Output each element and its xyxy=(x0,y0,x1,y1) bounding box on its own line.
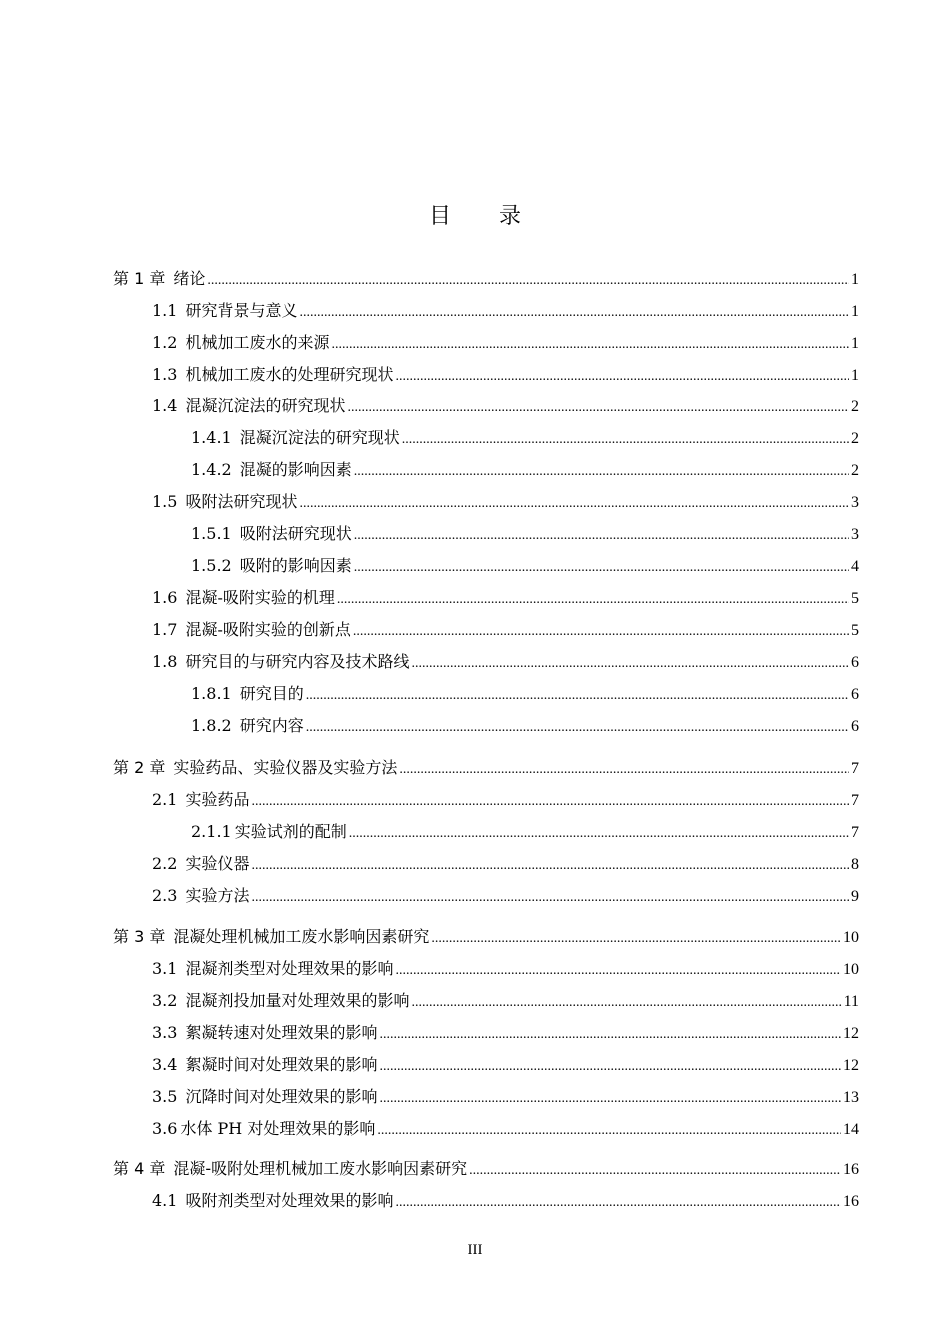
toc-section-entry[interactable] xyxy=(152,360,859,390)
toc-section-entry[interactable] xyxy=(152,583,859,613)
toc-leader-dots xyxy=(251,881,849,913)
toc-entry-title: 实验药品 xyxy=(185,790,250,809)
toc-entry-title: 实验仪器 xyxy=(185,854,250,873)
toc-entry-number: 4.1 xyxy=(152,1191,178,1210)
toc-leader-dots xyxy=(306,711,849,743)
toc-page-number: 4 xyxy=(851,558,859,575)
toc-entry-title: 实验方法 xyxy=(185,886,250,905)
toc-leader-dots xyxy=(207,264,849,296)
toc-entry-number: 1.1 xyxy=(152,301,178,320)
toc-section-entry[interactable] xyxy=(152,849,859,879)
toc-page-number: 11 xyxy=(843,993,859,1010)
toc-entry-title: 混凝沉淀法的研究现状 xyxy=(239,428,400,447)
toc-section-entry[interactable] xyxy=(152,647,859,677)
title-char-2: 录 xyxy=(499,204,522,229)
toc-page-number: 10 xyxy=(843,961,859,978)
toc-page-number: 12 xyxy=(843,1025,859,1042)
toc-entry-number: 1.4.2 xyxy=(191,460,232,479)
page-title xyxy=(0,199,950,230)
toc-entry-number: 第 3 章 xyxy=(113,927,166,946)
toc-section-entry[interactable] xyxy=(152,296,859,326)
toc-leader-dots xyxy=(251,785,849,817)
toc-leader-dots xyxy=(379,1018,841,1050)
toc-entry-title: 研究内容 xyxy=(239,716,304,735)
toc-entry-number: 2.3 xyxy=(152,886,178,905)
toc-page-number: 7 xyxy=(851,792,859,809)
toc-page-number: 3 xyxy=(851,494,859,511)
toc-page-number: 14 xyxy=(843,1121,859,1138)
toc-entry-number: 1.4.1 xyxy=(191,428,232,447)
toc-page-number: 16 xyxy=(843,1193,859,1210)
toc-leader-dots xyxy=(469,1154,841,1186)
toc-page-number: 2 xyxy=(851,462,859,479)
toc-entry-title: 絮凝时间对处理效果的影响 xyxy=(185,1055,378,1074)
toc-section-entry[interactable] xyxy=(152,785,859,815)
toc-section-entry[interactable] xyxy=(152,391,859,421)
toc-entry-number: 3.2 xyxy=(152,991,178,1010)
toc-entry-title: 实验药品、实验仪器及实验方法 xyxy=(173,758,398,777)
toc-chapter-entry[interactable] xyxy=(113,1154,859,1184)
toc-section-entry[interactable] xyxy=(152,1018,859,1048)
toc-entry-number: 1.4 xyxy=(152,396,178,415)
toc-leader-dots xyxy=(306,679,849,711)
toc-page-number: 5 xyxy=(851,622,859,639)
toc-entry-number: 2.1 xyxy=(152,790,178,809)
toc-entry-number: 3.3 xyxy=(152,1023,178,1042)
toc-section-entry[interactable] xyxy=(152,1114,859,1144)
toc-page-number: 13 xyxy=(843,1089,859,1106)
toc-page-number: 8 xyxy=(851,856,859,873)
toc-leader-dots xyxy=(399,753,849,785)
toc-page-number: 1 xyxy=(851,335,859,352)
toc-leader-dots xyxy=(411,647,849,679)
toc-leader-dots xyxy=(353,615,849,647)
toc-chapter-entry[interactable] xyxy=(113,922,859,952)
toc-leader-dots xyxy=(299,296,849,328)
toc-entry-title: 研究目的与研究内容及技术路线 xyxy=(185,652,410,671)
toc-entry-title: 混凝的影响因素 xyxy=(239,460,352,479)
toc-section-entry[interactable] xyxy=(191,455,859,485)
toc-entry-number: 第 1 章 xyxy=(113,269,166,288)
toc-page-number: 1 xyxy=(851,271,859,288)
toc-page-number: 6 xyxy=(851,686,859,703)
toc-section-entry[interactable] xyxy=(152,487,859,517)
toc-entry-number: 1.6 xyxy=(152,588,178,607)
toc-entry-title: 混凝-吸附实验的创新点 xyxy=(185,620,351,639)
toc-entry-title: 吸附剂类型对处理效果的影响 xyxy=(185,1191,394,1210)
toc-entry-title: 混凝剂投加量对处理效果的影响 xyxy=(185,991,410,1010)
toc-page-number: 7 xyxy=(851,824,859,841)
toc-leader-dots xyxy=(411,986,841,1018)
toc-entry-number: 2.1.1 xyxy=(191,822,232,841)
toc-chapter-entry[interactable] xyxy=(113,753,859,783)
toc-chapter-entry[interactable] xyxy=(113,264,859,294)
toc-leader-dots xyxy=(251,849,849,881)
toc-page-number: 6 xyxy=(851,654,859,671)
toc-entry-title: 研究目的 xyxy=(239,684,304,703)
toc-page-number: 6 xyxy=(851,718,859,735)
toc-entry-number: 1.7 xyxy=(152,620,178,639)
toc-leader-dots xyxy=(349,817,849,849)
toc-page-number: 3 xyxy=(851,526,859,543)
toc-leader-dots xyxy=(337,583,849,615)
toc-entry-title: 混凝-吸附实验的机理 xyxy=(185,588,335,607)
toc-leader-dots xyxy=(354,551,849,583)
toc-entry-number: 第 4 章 xyxy=(113,1159,166,1178)
toc-section-entry[interactable] xyxy=(152,328,859,358)
toc-entry-number: 1.3 xyxy=(152,365,178,384)
title-char-1: 目 xyxy=(428,204,451,229)
toc-entry-title: 吸附法研究现状 xyxy=(185,492,298,511)
page-number: III xyxy=(467,1242,483,1258)
toc-section-entry[interactable] xyxy=(152,986,859,1016)
toc-entry-title: 实验试剂的配制 xyxy=(234,822,347,841)
toc-page-number: 1 xyxy=(851,367,859,384)
toc-section-entry[interactable] xyxy=(152,1186,859,1216)
toc-entry-number: 1.8.1 xyxy=(191,684,232,703)
toc-entry-number: 2.2 xyxy=(152,854,178,873)
toc-leader-dots xyxy=(395,954,841,986)
toc-leader-dots xyxy=(395,360,849,392)
toc-section-entry[interactable] xyxy=(191,711,859,741)
toc-entry-number: 第 2 章 xyxy=(113,758,166,777)
toc-entry-number: 3.5 xyxy=(152,1087,178,1106)
toc-section-entry[interactable] xyxy=(152,881,859,911)
toc-entry-number: 1.8 xyxy=(152,652,178,671)
toc-section-entry[interactable] xyxy=(152,954,859,984)
toc-entry-title: 絮凝转速对处理效果的影响 xyxy=(185,1023,378,1042)
toc-page-number: 1 xyxy=(851,303,859,320)
toc-entry-title: 吸附的影响因素 xyxy=(239,556,352,575)
toc-page-number: 12 xyxy=(843,1057,859,1074)
toc-entry-title: 吸附法研究现状 xyxy=(239,524,352,543)
toc-leader-dots xyxy=(402,423,849,455)
toc-entry-number: 3.6 xyxy=(152,1119,178,1138)
toc-section-entry[interactable] xyxy=(191,423,859,453)
toc-section-entry[interactable] xyxy=(191,519,859,549)
toc-page-number: 7 xyxy=(851,760,859,777)
toc-entry-title: 绪论 xyxy=(173,269,206,288)
toc-page-number: 10 xyxy=(843,929,859,946)
toc-leader-dots xyxy=(331,328,849,360)
toc-leader-dots xyxy=(379,1050,841,1082)
toc-entry-title: 混凝处理机械加工废水影响因素研究 xyxy=(173,927,430,946)
toc-section-entry[interactable] xyxy=(152,1050,859,1080)
toc-entry-number: 1.5.2 xyxy=(191,556,232,575)
toc-entry-title: 机械加工废水的处理研究现状 xyxy=(185,365,394,384)
toc-entry-title: 混凝剂类型对处理效果的影响 xyxy=(185,959,394,978)
toc-leader-dots xyxy=(354,455,849,487)
toc-entry-number: 1.5 xyxy=(152,492,178,511)
toc-leader-dots xyxy=(379,1082,841,1114)
toc-page-number: 2 xyxy=(851,398,859,415)
toc-entry-title: 研究背景与意义 xyxy=(185,301,298,320)
toc-entry-title: 水体 PH 对处理效果的影响 xyxy=(180,1119,376,1138)
toc-section-entry[interactable] xyxy=(191,817,859,847)
toc-leader-dots xyxy=(354,519,849,551)
toc-section-entry[interactable] xyxy=(152,615,859,645)
toc-entry-number: 3.4 xyxy=(152,1055,178,1074)
toc-entry-title: 混凝-吸附处理机械加工废水影响因素研究 xyxy=(173,1159,468,1178)
toc-page-number: 5 xyxy=(851,590,859,607)
toc-leader-dots xyxy=(431,922,841,954)
toc-section-entry[interactable] xyxy=(191,551,859,581)
toc-leader-dots xyxy=(377,1114,841,1146)
toc-page-number: 2 xyxy=(851,430,859,447)
toc-entry-title: 机械加工废水的来源 xyxy=(185,333,330,352)
toc-entry-title: 混凝沉淀法的研究现状 xyxy=(185,396,346,415)
toc-leader-dots xyxy=(347,391,849,423)
toc-leader-dots xyxy=(395,1186,841,1218)
toc-entry-number: 1.8.2 xyxy=(191,716,232,735)
toc-entry-number: 1.2 xyxy=(152,333,178,352)
toc-page-number: 16 xyxy=(843,1161,859,1178)
toc-entry-number: 1.5.1 xyxy=(191,524,232,543)
toc-leader-dots xyxy=(299,487,849,519)
toc-section-entry[interactable] xyxy=(191,679,859,709)
toc-entry-title: 沉降时间对处理效果的影响 xyxy=(185,1087,378,1106)
toc-section-entry[interactable] xyxy=(152,1082,859,1112)
toc-entry-number: 3.1 xyxy=(152,959,178,978)
toc-page-number: 9 xyxy=(851,888,859,905)
